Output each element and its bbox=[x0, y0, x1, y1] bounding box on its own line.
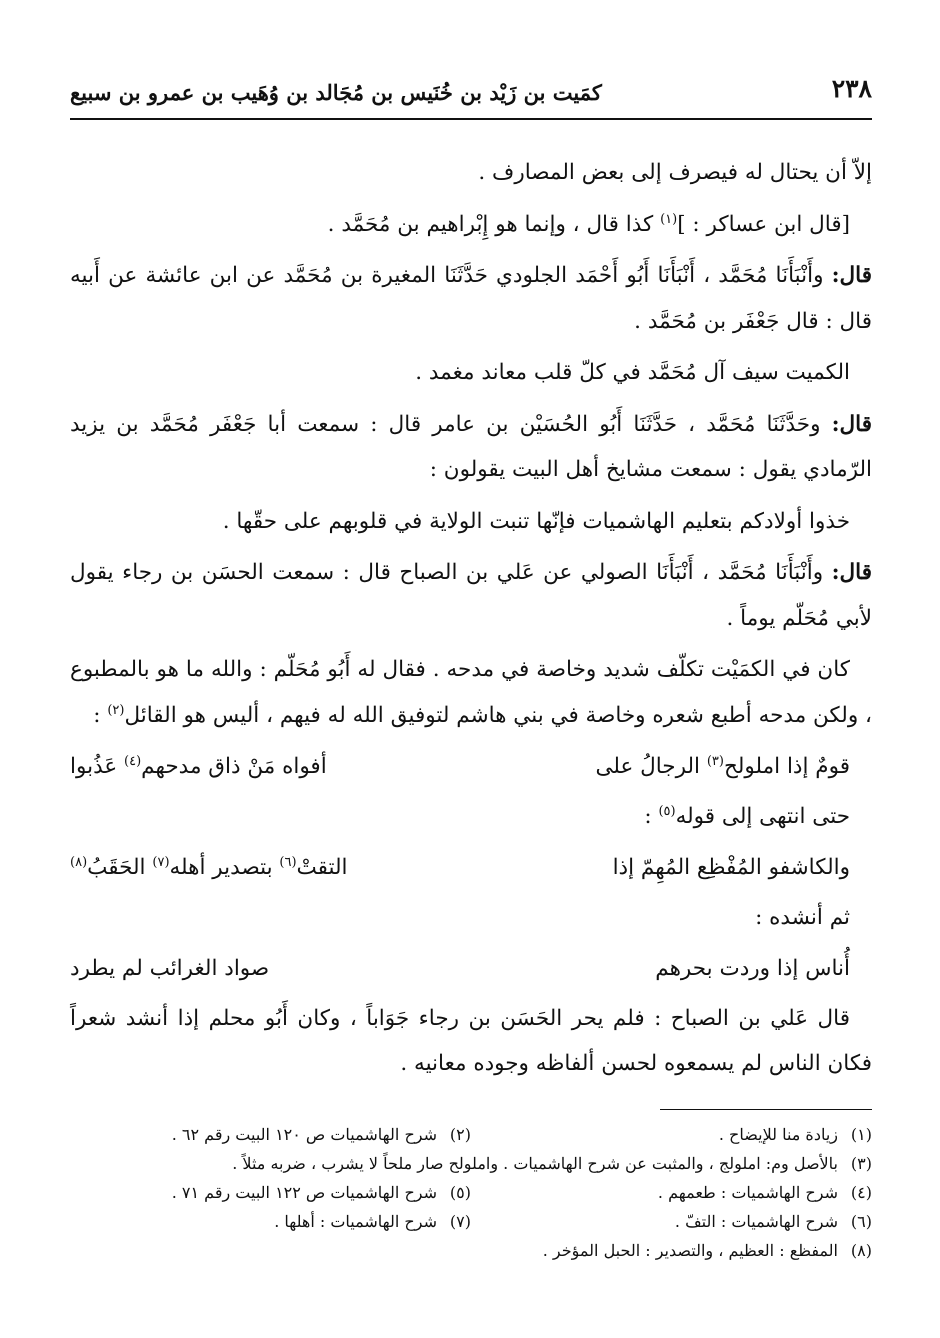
verse-2-first-hemistich: والكاشفو المُفْظِع المُهِمّ إذا bbox=[612, 855, 850, 880]
verse-2 bbox=[70, 845, 872, 891]
footnote-row bbox=[70, 1207, 872, 1236]
footnote-row bbox=[70, 1178, 872, 1207]
footnotes bbox=[70, 1120, 872, 1265]
verse-1-first-hemistich-b: الرجالُ على bbox=[595, 754, 707, 779]
footnote-7-text: شرح الهاشميات : أهلها . bbox=[274, 1211, 437, 1231]
footnote-2 bbox=[70, 1120, 471, 1149]
footnote-ref-7[interactable]: (٧) bbox=[152, 854, 170, 870]
footnote-1 bbox=[471, 1120, 872, 1149]
qala-lead: قال: bbox=[831, 263, 872, 288]
footnote-divider bbox=[660, 1109, 872, 1110]
paragraph-7-text: وأَنْبَأَنَا مُحَمَّد ، أَنْبَأَنَا الصولي عن عَلي بن الصباح قال : سمعت الحسَن بن رجاء يقول لأبي مُحَلّم يوماً . bbox=[70, 560, 872, 631]
footnote-8-text: المفظع : العظيم ، والتصدير : الحبل المؤخر . bbox=[542, 1240, 838, 1260]
paragraph-6 bbox=[70, 499, 872, 545]
paragraph-9-text: قال عَلي بن الصباح : فلم يحر الحَسَن بن رجاء جَوَاباً ، وكان أَبُو محلم إذا أنشد شعراً فكان الناس لم يسمعوه لحسن ألفاظه وجوده معانيه . bbox=[70, 1005, 872, 1076]
footnote-2-number: (٢) bbox=[449, 1124, 471, 1144]
paragraph-3 bbox=[70, 253, 872, 344]
running-title: كمَيت بن زَيْد بن خُنَيس بن مُجَالد بن وُهَيب بن عمرو بن سبيع bbox=[70, 80, 602, 105]
verse-1 bbox=[70, 744, 872, 790]
footnote-row bbox=[70, 1236, 872, 1265]
verse-intro-2-text: حتى انتهى إلى قوله bbox=[675, 803, 850, 829]
page-number: ٢٣٨ bbox=[831, 74, 872, 103]
paragraph-7 bbox=[70, 550, 872, 641]
verse-1-second-hemistich-b: عَذُبوا bbox=[70, 754, 125, 779]
paragraph-2 bbox=[70, 202, 872, 248]
footnote-4-number: (٤) bbox=[850, 1182, 872, 1202]
footnote-row bbox=[70, 1120, 872, 1149]
qala-lead: قال: bbox=[831, 411, 872, 437]
paragraph-4 bbox=[70, 350, 872, 396]
verse-3-first-hemistich: أُناس إذا وردت بحرهم bbox=[655, 956, 850, 981]
verse-intro-3: ثم أنشده : bbox=[755, 904, 850, 930]
running-header bbox=[70, 60, 872, 120]
qala-lead: قال: bbox=[831, 560, 872, 585]
verse-intro-2-colon: : bbox=[644, 803, 659, 829]
footnote-6 bbox=[471, 1207, 872, 1236]
verse-2-second-hemistich-c: الحَقَبُ bbox=[87, 855, 153, 880]
verse-intro-2 bbox=[70, 794, 872, 840]
paragraph-8 bbox=[70, 647, 872, 738]
verse-2-second-hemistich bbox=[70, 845, 348, 891]
editor-note: [قال ابن عساكر : ] bbox=[677, 211, 850, 237]
paragraph-2-text: كذا قال ، وإنما هو إِبْراهيم بن مُحَمَّد . bbox=[327, 211, 661, 237]
paragraph-5-text: وحَدَّثَنَا مُحَمَّد ، حَدَّثَنَا أَبُو الحُسَيْن بن عامر قال : سمعت أبا جَعْفَر مُحَمَّد بن يزيد الرّمادي يقول : سمعت مشايخ أهل البيت يقولون : bbox=[70, 411, 872, 482]
footnote-8 bbox=[70, 1236, 872, 1265]
footnote-2-text: شرح الهاشميات ص ١٢٠ البيت رقم ٦٢ . bbox=[171, 1124, 437, 1144]
footnote-4 bbox=[471, 1178, 872, 1207]
footnote-ref-2[interactable]: (٢) bbox=[107, 702, 125, 718]
verse-1-first-hemistich bbox=[595, 744, 850, 790]
footnote-4-text: شرح الهاشميات : طعمهم . bbox=[657, 1182, 838, 1202]
verse-1-first-hemistich-a: قومٌ إذا املولح bbox=[723, 754, 850, 779]
footnote-7-number: (٧) bbox=[449, 1211, 471, 1231]
footnote-ref-8[interactable]: (٨) bbox=[70, 854, 88, 870]
verse-3 bbox=[70, 946, 872, 992]
paragraph-8-end: : bbox=[93, 702, 108, 728]
footnote-5 bbox=[70, 1178, 471, 1207]
verse-3-second-hemistich: صواد الغرائب لم يطرد bbox=[70, 956, 270, 981]
footnote-5-text: شرح الهاشميات ص ١٢٢ البيت رقم ٧١ . bbox=[171, 1182, 437, 1202]
main-text bbox=[70, 120, 872, 1087]
footnote-6-number: (٦) bbox=[850, 1211, 872, 1231]
footnote-row bbox=[70, 1149, 872, 1178]
footnote-3-number: (٣) bbox=[850, 1153, 872, 1173]
paragraph-1 bbox=[70, 150, 872, 196]
footnote-ref-1[interactable]: (١) bbox=[660, 211, 678, 227]
footnote-3-text: بالأصل وم: املولج ، والمثبت عن شرح الهاشميات . واملولح صار ملحاً لا يشرب ، ضربه مثلاً . bbox=[232, 1153, 838, 1173]
footnote-ref-3[interactable]: (٣) bbox=[706, 753, 724, 769]
paragraph-9 bbox=[70, 996, 872, 1087]
footnote-8-number: (٨) bbox=[850, 1240, 872, 1260]
paragraph-5 bbox=[70, 402, 872, 493]
footnote-ref-5[interactable]: (٥) bbox=[658, 803, 676, 819]
paragraph-6-text: خذوا أولادكم بتعليم الهاشميات فإنّها تنبت الولاية في قلوبهم على حقّها . bbox=[222, 508, 850, 534]
footnote-ref-4[interactable]: (٤) bbox=[124, 753, 142, 769]
book-page bbox=[70, 60, 872, 1338]
verse-2-second-hemistich-a: التقتْ bbox=[296, 855, 348, 880]
verse-1-second-hemistich-a: أفواه مَنْ ذاق مدحهم bbox=[141, 754, 327, 779]
paragraph-1-text: إلاّ أن يحتال له فيصرف إلى بعض المصارف . bbox=[478, 160, 872, 185]
footnote-5-number: (٥) bbox=[449, 1182, 471, 1202]
footnote-3 bbox=[70, 1149, 872, 1178]
footnote-1-number: (١) bbox=[850, 1124, 872, 1144]
verse-2-second-hemistich-b: بتصدير أهله bbox=[169, 855, 280, 880]
verse-1-second-hemistich bbox=[70, 744, 327, 790]
paragraph-4-text: الكميت سيف آل مُحَمَّد في كلّ قلب معاند مغمد . bbox=[415, 360, 850, 385]
footnote-1-text: زيادة منا للإيضاح . bbox=[718, 1124, 838, 1144]
footnote-6-text: شرح الهاشميات : التفّ . bbox=[674, 1211, 838, 1231]
paragraph-3-text: وأَنْبَأَنَا مُحَمَّد ، أَنْبَأَنَا أَبُو أَحْمَد الجلودي حَدَّثَنَا المغيرة بن مُحَمَّد عن ابن عائشة عن أَبيه قال : قال جَعْفَر بن مُحَمَّد . bbox=[70, 263, 872, 334]
footnote-ref-6[interactable]: (٦) bbox=[279, 854, 297, 870]
paragraph-8-text: كان في الكمَيْت تكلّف شديد وخاصة في مدحه . فقال له أَبُو مُحَلّم : والله ما هو بالمطبوع ، ولكن مدحه أطبع شعره وخاصة في بني هاشم لتوفيق الله له فيهم ، أليس هو القائل bbox=[70, 657, 872, 728]
footnote-7 bbox=[70, 1207, 471, 1236]
